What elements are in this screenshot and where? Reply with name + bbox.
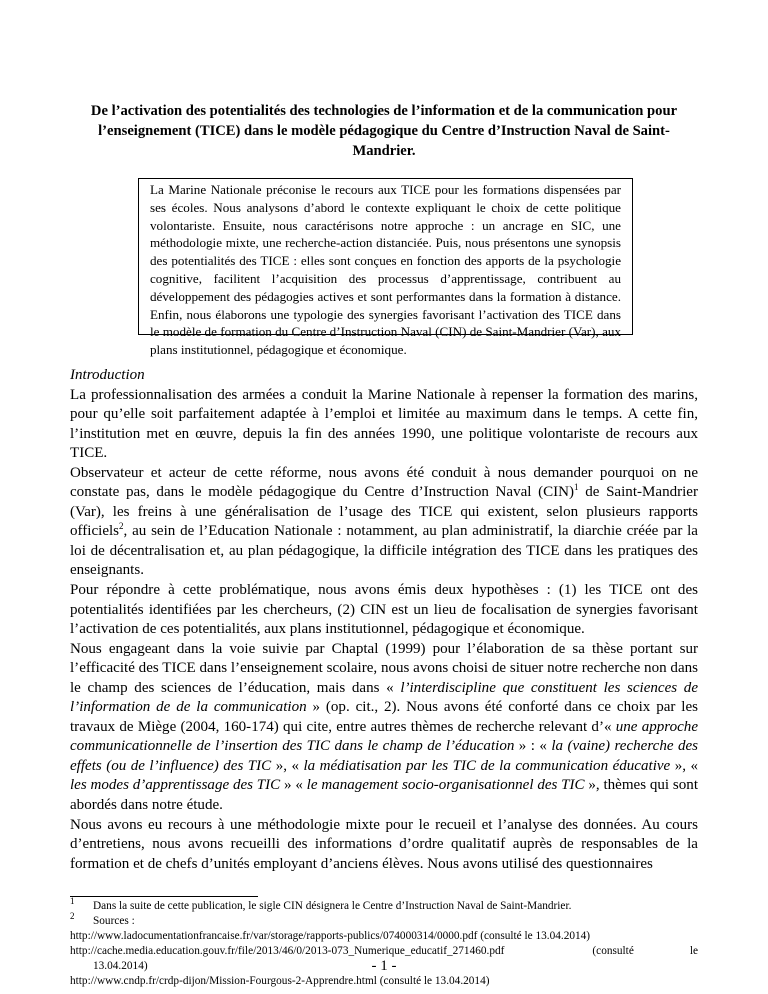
footnote-2: $^2$ Sources : bbox=[70, 911, 135, 927]
page-number: - 1 - bbox=[371, 958, 397, 974]
footnote-ref-1[interactable]: 1 bbox=[574, 482, 579, 493]
paragraph-2: Observateur et acteur de cette réforme, nous avons été conduit à nous demander pourquoi on ne constate pas, dans le modèle pédagogique du Centre d’Instruction Naval (CIN)$^1$ de Saint-Mandrier (Var), les freins à une généralisation de l’usage des TICE qui existent, selon plusieurs rapports officiels$^2$, au sein de l’Education Nationale : notamment, au plan administratif, la diarchie créée par la loi de décentralisation et, au plan pédagogique, la difficile intégration des TICE dans les pratiques des enseignants. bbox=[70, 464, 698, 579]
section-heading-introduction: Introduction bbox=[70, 367, 145, 383]
source-link-2-date: 13.04.2014) bbox=[93, 960, 148, 972]
source-link-1[interactable]: http://www.ladocumentationfrancaise.fr/var/storage/rapports-publics/074000314/0000.pdf (consulté le 13.04.2014) bbox=[70, 930, 591, 942]
source-link-2[interactable]: http://cache.media.education.gouv.fr/file/2013/46/0/2013-073_Numerique_educatif_271460.pdf (consulté le bbox=[70, 945, 698, 957]
footnote-ref-2[interactable]: 2 bbox=[119, 521, 124, 532]
footnote-separator bbox=[70, 896, 258, 897]
footnote-1: $^1$ Dans la suite de cette publication, le sigle CIN désignera le Centre d’Instruction Naval de Saint-Mandrier. bbox=[70, 896, 572, 912]
paragraph-5: Nous avons eu recours à une méthodologie mixte pour le recueil et l’analyse des données. Au cours d’entretiens, nous avons recueilli des informations d’ordre qualitatif auprès de responsables de la formation et de chefs d’unités employant d’anciens élèves. Nous avons utilisé des questionnaires bbox=[70, 816, 698, 872]
abstract-text: La Marine Nationale préconise le recours aux TICE pour les formations dispensées par ses écoles. Nous analysons d’abord le contexte expliquant le choix de cette politique volontariste. Ensuite, nous caractérisons notre approche : un ancrage en SIC, une méthodologie mixte, une recherche-action distanciée. Puis, nous présentons une synopsis des potentialités des TICE : elles sont conçues en fonction des apports de la psychologie cognitive, facilitent l’acquisition des processus d’apprentissage, contribuent au développement des pédagogies actives et sont performantes dans la formation à distance. Enfin, nous élaborons une typologie des synergies favorisant l’activation des TICE dans le modèle de formation du Centre d’Instruction Naval (CIN) de Saint-Mandrier (Var), aux plans institutionnel, pédagogique et économique. bbox=[150, 182, 621, 358]
paper-title: De l’activation des potentialités des technologies de l’information et de la communication pour l’enseignement (TICE) dans le modèle pédagogique du Centre d’Instruction Naval de Saint-Mandrier. bbox=[90, 103, 678, 159]
source-link-3[interactable]: http://www.cndp.fr/crdp-dijon/Mission-Fourgous-2-Apprendre.html (consulté le 13.04.2014) bbox=[70, 975, 490, 987]
paragraph-1: La professionnalisation des armées a conduit la Marine Nationale à repenser la formation des marins, pour qu’elle soit parfaitement adaptée à l’emploi et limitée au maximum dans le temps. A cette fin, l’institution met en œuvre, depuis la fin des années 1990, une politique volontariste de recours aux TICE. bbox=[70, 386, 698, 462]
abstract-box bbox=[138, 178, 633, 358]
body-text bbox=[70, 366, 698, 874]
paragraph-3: Pour répondre à cette problématique, nous avons émis deux hypothèses : (1) les TICE ont des potentialités identifiées par les chercheurs, (2) CIN est un lieu de focalisation de synergies favorisant l’activation de ces potentialités, aux plans institutionnel, pédagogique et économique. bbox=[70, 582, 698, 638]
footnotes bbox=[70, 896, 698, 989]
paragraph-4: Nous engageant dans la voie suivie par Chaptal (1999) pour l’élaboration de sa thèse portant sur l’efficacité des TICE dans l’enseignement scolaire, nous avons choisi de situer notre recherche non dans le champ des sciences de l’éducation, mais dans « l’interdiscipline que constituent les sciences de l’information de de la communication » (op. cit., 2). Nous avons été conforté dans ce choix par les travaux de Miège (2004, 160-174) qui cite, entre autres thèmes de recherche relevant d’« une approche communicationnelle de l’insertion des TIC dans le champ de l’éducation » : « la (vaine) recherche des effets (ou de l’influence) des TIC », « la médiatisation par les TIC de la communication éducative », « les modes d’apprentissage des TIC » « le management socio-organisationnel des TIC », thèmes qui sont abordés dans notre étude. bbox=[70, 640, 699, 814]
